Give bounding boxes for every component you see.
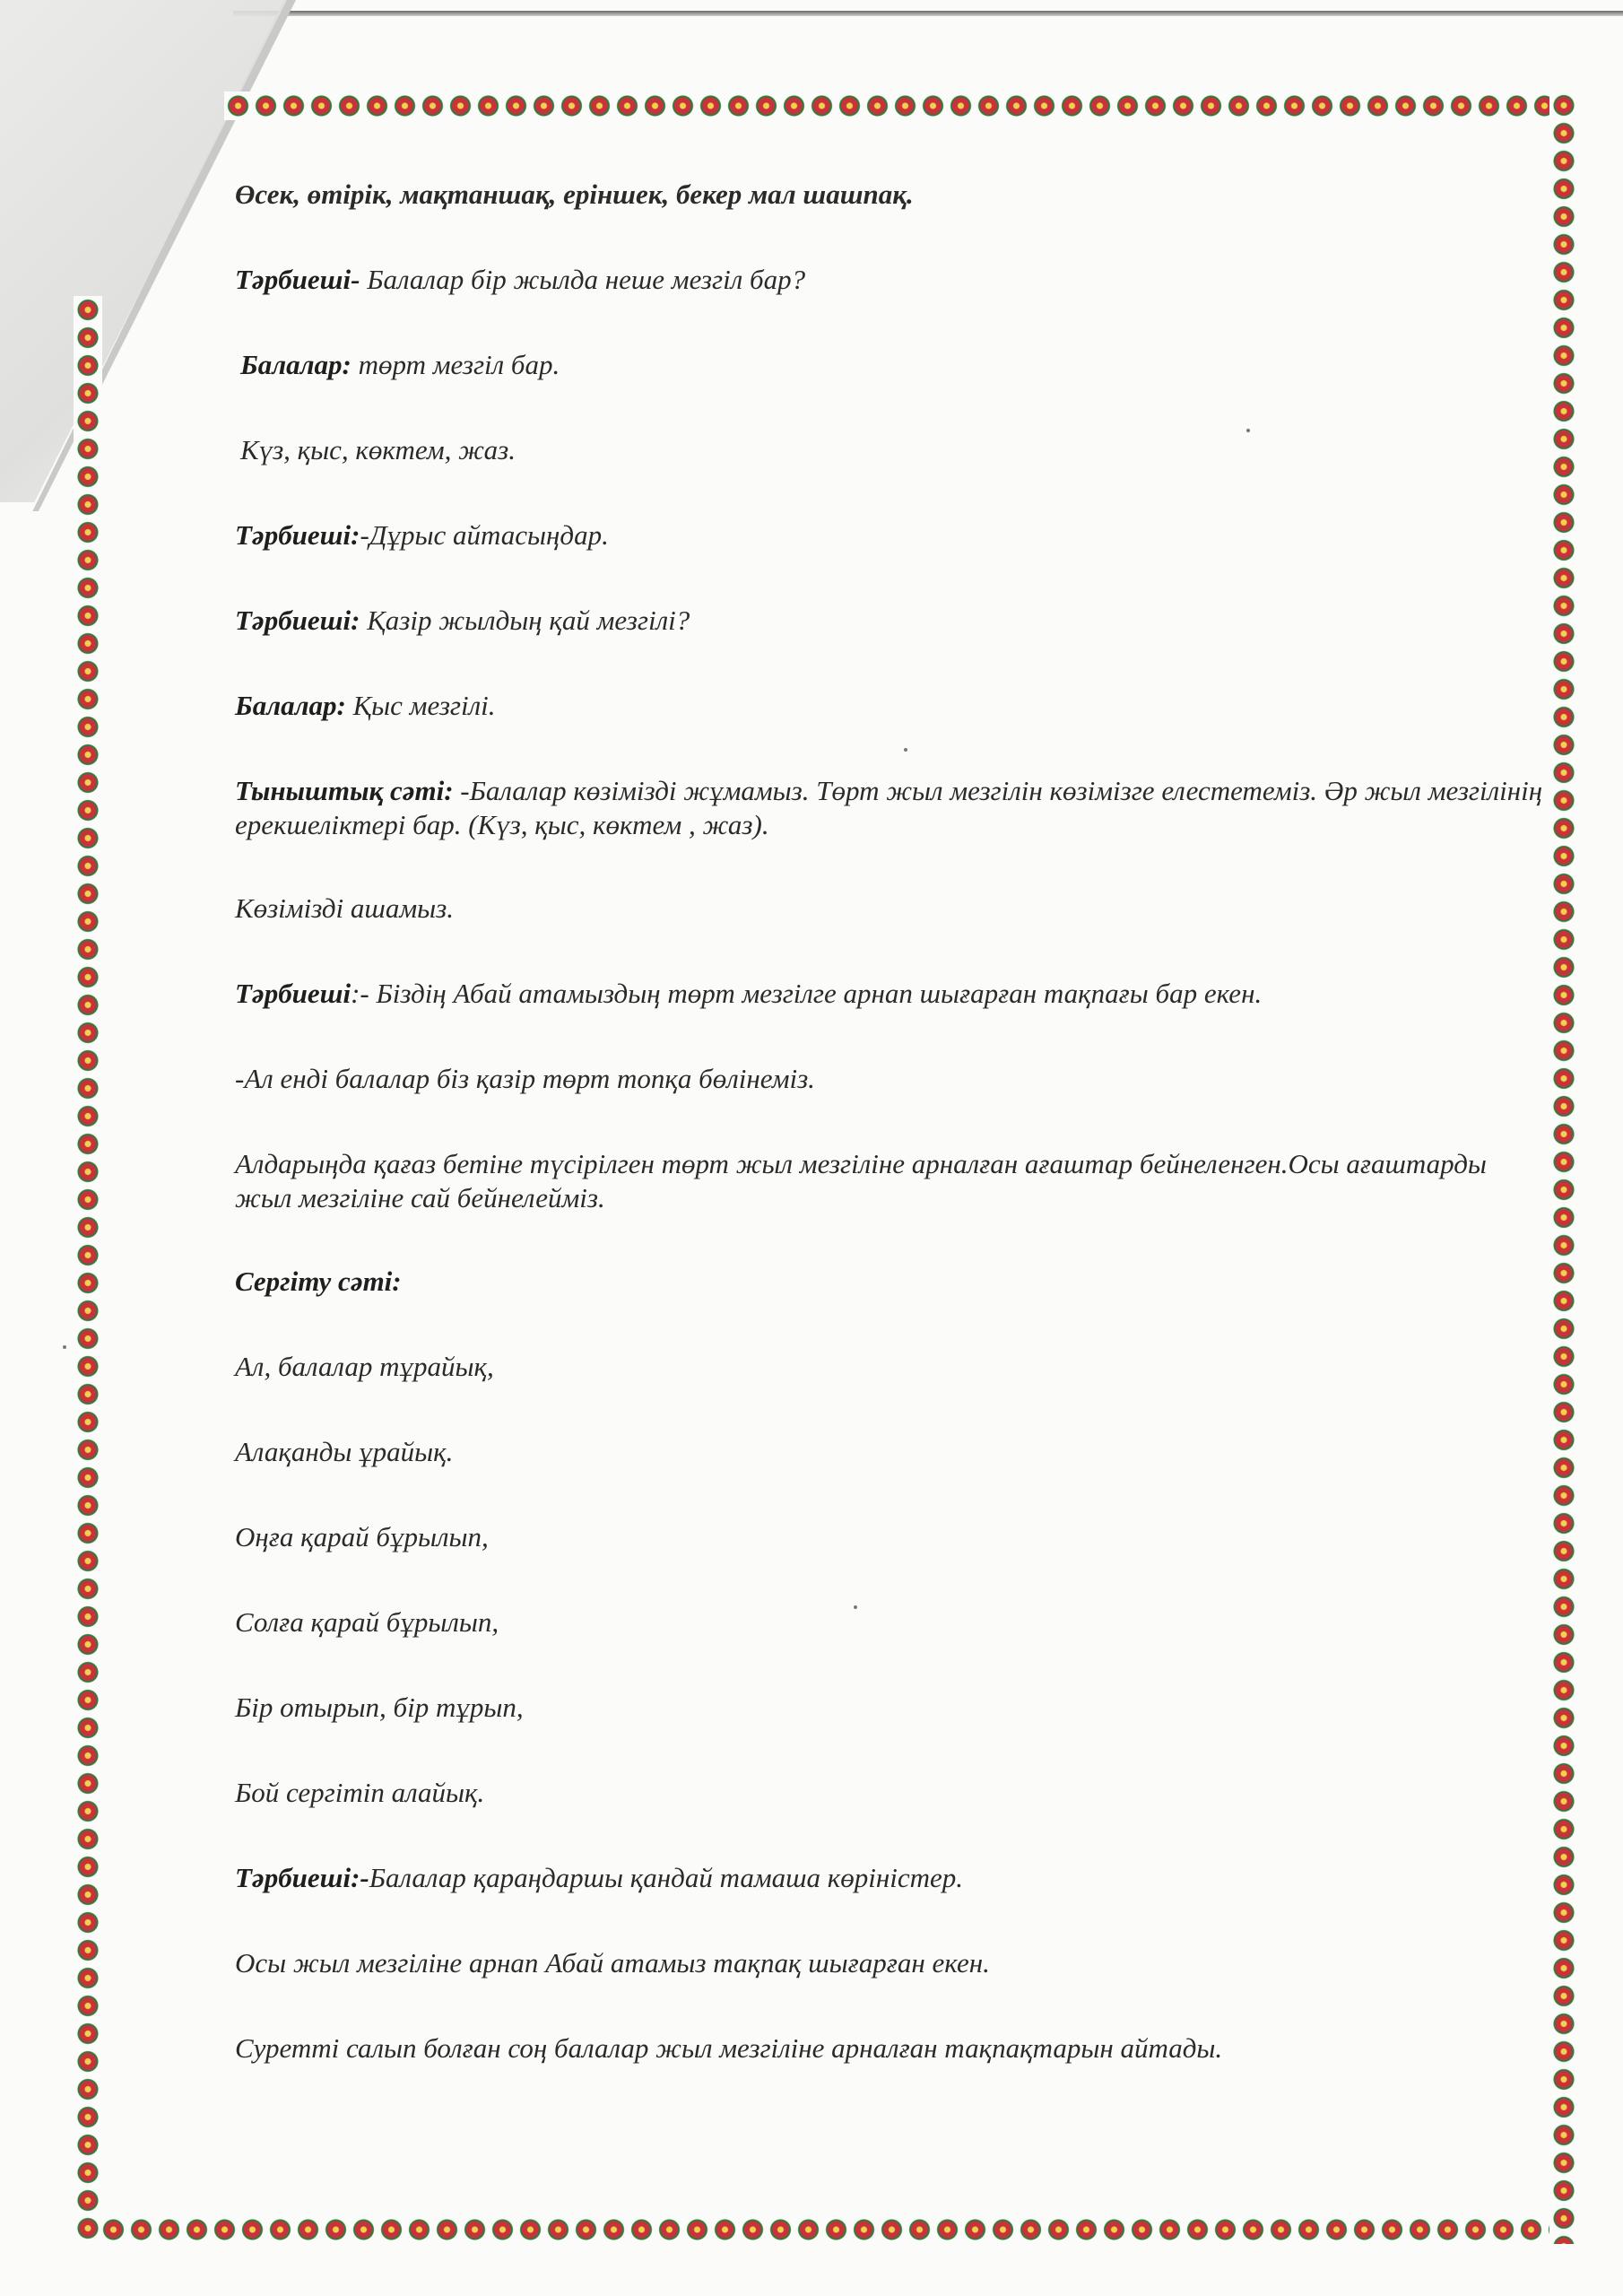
paragraph — [235, 518, 1544, 552]
paragraph — [235, 604, 1544, 638]
paragraph — [235, 1776, 1544, 1810]
paragraph — [235, 1147, 1544, 1215]
paragraph-lead: Тәрбиеші: — [235, 604, 360, 636]
paragraph-lead: Сергіту сәті: — [235, 1265, 402, 1297]
paragraph-text: -Дұрыс айтасыңдар. — [360, 519, 609, 551]
paragraph — [235, 1946, 1544, 1980]
paragraph — [235, 1605, 1544, 1639]
paragraph-lead: Тәрбиеші: — [235, 519, 360, 551]
paragraph — [235, 1435, 1544, 1469]
paragraph — [235, 891, 1544, 926]
paragraph — [235, 178, 1544, 212]
paragraph-lead: Балалар: — [240, 349, 352, 380]
paragraph-text: :- Біздің Абай атамыздың төрт мезгілге арнап шығарған тақпағы бар екен. — [351, 978, 1263, 1009]
paragraph-text: Бір отырып, бір тұрып, — [235, 1692, 524, 1723]
paragraph-text: Балалар қараңдаршы қандай тамаша көріністер. — [369, 1862, 964, 1893]
flower-border-left — [74, 296, 102, 2244]
paragraph-text: Алдарыңда қағаз бетіне түсірілген төрт жыл мезгіліне арналған ағаштар бейнеленген.Осы ағаштарды жыл мезгіліне сай бейнелейміз. — [235, 1148, 1487, 1213]
paragraph-text: төрт мезгіл бар. — [351, 349, 560, 380]
scan-speck — [63, 1345, 66, 1349]
paragraph-lead: Тәрбиеші — [235, 978, 352, 1009]
paragraph — [235, 1520, 1544, 1554]
paragraph-text: -Балалар көзімізді жұмамыз. Төрт жыл мезгілін көзімізге елестетеміз. Әр жыл мезгілінің ерекшеліктері бар. (Күз, қыс, көктем , жаз). — [235, 775, 1543, 840]
paragraph-text: Қыс мезгілі. — [345, 690, 496, 721]
scan-edge — [233, 11, 1623, 16]
paragraph — [235, 977, 1544, 1011]
paragraph — [235, 263, 1544, 297]
flower-border-bottom — [72, 2215, 1578, 2244]
paragraph-text: -Ал енді балалар біз қазір төрт топқа бөлінеміз. — [235, 1063, 815, 1094]
paragraph — [235, 689, 1544, 723]
paragraph-text: Өсек, өтірік, мақтаншақ, еріншек, бекер мал шашпақ. — [235, 178, 914, 210]
paragraph-lead: Тыныштық сәті: — [235, 775, 454, 806]
paragraph-lead: Тәрбиеші- — [235, 264, 360, 295]
paragraph-text: Қазір жылдың қай мезгілі? — [360, 604, 690, 636]
flower-border-top — [224, 91, 1578, 120]
paragraph — [235, 1062, 1544, 1096]
paragraph — [235, 348, 1544, 382]
paragraph-text: Балалар бір жылда неше мезгіл бар? — [360, 264, 806, 295]
paragraph — [235, 1861, 1544, 1895]
paragraph-text: Алақанды ұрайық. — [235, 1436, 454, 1467]
flower-border-right — [1549, 91, 1578, 2244]
paragraph-text: Солға қарай бұрылып, — [235, 1606, 499, 1638]
paragraph — [235, 1265, 1544, 1299]
paragraph-lead: Тәрбиеші:- — [235, 1862, 369, 1893]
paragraph — [235, 1691, 1544, 1725]
paragraph — [235, 1350, 1544, 1384]
paragraph-text: Ал, балалар тұрайық, — [235, 1351, 494, 1382]
paragraph-text: Суретті салып болған соң балалар жыл мезгіліне арналған тақпақтарын айтады. — [235, 2032, 1223, 2064]
paragraph-text: Осы жыл мезгіліне арнап Абай атамыз тақпақ шығарған екен. — [235, 1947, 990, 1979]
paragraph-lead: Балалар: — [235, 690, 346, 721]
paragraph-text: Оңға қарай бұрылып, — [235, 1521, 489, 1552]
paragraph — [235, 774, 1544, 842]
paragraph-text: Бой сергітіп алайық. — [235, 1777, 485, 1808]
paragraph-text: Күз, қыс, көктем, жаз. — [240, 434, 516, 465]
document-body — [235, 178, 1544, 2117]
paragraph — [235, 2031, 1544, 2066]
paragraph — [235, 433, 1544, 467]
paragraph-text: Көзімізді ашамыз. — [235, 892, 454, 924]
